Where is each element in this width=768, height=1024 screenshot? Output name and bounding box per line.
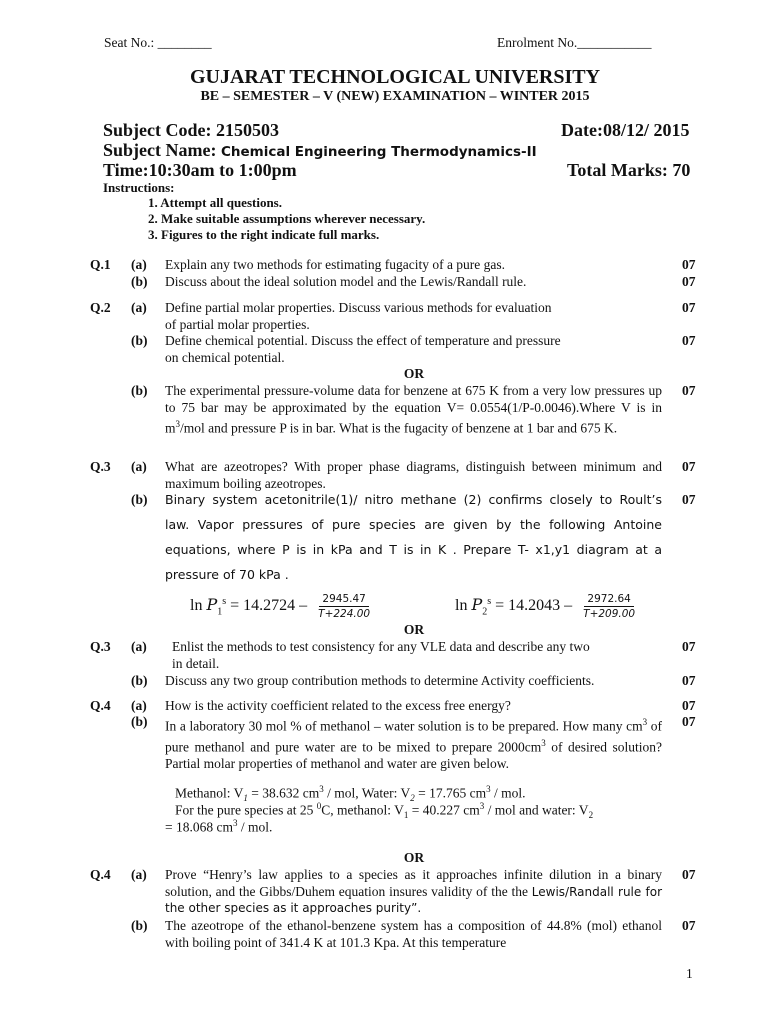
part-label: (b) bbox=[131, 333, 148, 348]
text-line: equations, where P is in kPa and T is in K . Prepare T- x1,y1 diagram at a bbox=[165, 542, 662, 557]
exam-date: Date:08/12/ 2015 bbox=[561, 120, 690, 140]
subscript: 2 bbox=[588, 810, 594, 821]
question-text: Explain any two methods for estimating fugacity of a pure gas. bbox=[165, 257, 506, 272]
question-text: Discuss about the ideal solution model and the Lewis/Randall rule. bbox=[165, 274, 527, 289]
subscript: 1 bbox=[403, 810, 409, 821]
or-separator: OR bbox=[403, 366, 425, 381]
eq-rhs: = 14.2043 – bbox=[491, 597, 573, 615]
question-text: Discuss any two group contribution methods to determine Activity coefficients. bbox=[165, 673, 595, 688]
eq-superscript: s bbox=[487, 595, 492, 607]
eq-denominator: T+209.00 bbox=[583, 608, 636, 620]
or-separator: OR bbox=[403, 850, 425, 865]
part-label: (a) bbox=[131, 867, 147, 882]
superscript: 3 bbox=[232, 818, 238, 828]
eq-ln: ln bbox=[190, 597, 207, 615]
exam-title: BE – SEMESTER – V (NEW) EXAMINATION – WINTER 2015 bbox=[200, 89, 590, 104]
text-line: in detail. bbox=[172, 655, 220, 671]
part-label: (a) bbox=[131, 300, 147, 315]
superscript: 3 bbox=[486, 784, 491, 794]
marks: 07 bbox=[682, 918, 696, 933]
question-text: How is the activity coefficient related to the excess free energy? bbox=[165, 698, 511, 713]
text-segment: of pure methanol and pure water are to be mixed to prepare 2000cm bbox=[165, 718, 662, 755]
superscript: 3 bbox=[319, 784, 324, 794]
superscript: 0 bbox=[316, 801, 322, 811]
marks: 07 bbox=[682, 673, 696, 688]
text-segment: /mol and pressure P is in bar. What is the fugacity of benzene at 1 bar and 675 K. bbox=[180, 420, 618, 436]
text-segment: = 17.765 cm bbox=[414, 785, 487, 801]
instruction-item: 1. Attempt all questions. bbox=[148, 195, 282, 210]
eq-rhs: = 14.2724 – bbox=[226, 597, 308, 615]
question-text bbox=[165, 867, 662, 917]
eq-fraction bbox=[580, 593, 638, 620]
subscript: 2 bbox=[410, 793, 415, 804]
eq-symbol: P bbox=[206, 595, 218, 615]
part-label: (a) bbox=[131, 459, 147, 474]
question-text bbox=[165, 383, 662, 437]
or-separator: OR bbox=[403, 622, 425, 637]
instructions-label: Instructions: bbox=[103, 180, 175, 195]
marks: 07 bbox=[682, 714, 696, 729]
eq-subscript: 2 bbox=[482, 606, 488, 618]
text-line: Define partial molar properties. Discuss various methods for evaluation bbox=[165, 300, 552, 315]
text-line: on chemical potential. bbox=[165, 349, 285, 365]
question-number: Q.1 bbox=[90, 257, 111, 272]
superscript: 3 bbox=[642, 717, 648, 727]
text-segment: Methanol: V bbox=[175, 785, 244, 801]
question-text: The azeotrope of the ethanol-benzene system has a composition of 44.8% (mol) ethanol with boiling point of 341.4 K at 101.3 Kpa. At this temperature bbox=[165, 918, 662, 950]
antoine-equation-1 bbox=[190, 593, 373, 620]
question-number: Q.2 bbox=[90, 300, 111, 315]
text-segment: C, methanol: V bbox=[321, 802, 404, 818]
part-label: (b) bbox=[131, 492, 148, 507]
eq-subscript: 1 bbox=[217, 606, 223, 618]
text-segment: / mol. bbox=[490, 785, 526, 801]
eq-fraction bbox=[315, 593, 373, 620]
eq-ln: ln bbox=[455, 597, 472, 615]
text-segment: = 40.227 cm bbox=[408, 802, 480, 818]
subject-name-line bbox=[103, 140, 537, 161]
part-label: (b) bbox=[131, 918, 148, 933]
subject-name-label: Subject Name: bbox=[103, 140, 221, 160]
marks: 07 bbox=[682, 383, 696, 398]
text-segment: Prove “Henry’s law applies to a species as it approaches infinite dilution in a binary solution, and the Gibbs/Duhem equation insures validity of the the bbox=[165, 867, 662, 899]
part-label: (a) bbox=[131, 698, 147, 713]
subscript: 1 bbox=[243, 793, 248, 804]
text-segment: / mol and water: V bbox=[484, 802, 589, 818]
text-segment: of desired solution? Partial molar properties of methanol and water are given below. bbox=[165, 739, 662, 771]
antoine-equation-2 bbox=[455, 593, 638, 620]
eq-numerator: 2945.47 bbox=[319, 593, 368, 607]
text-line: of partial molar properties. bbox=[165, 316, 310, 332]
marks: 07 bbox=[682, 698, 696, 713]
question-text bbox=[165, 492, 662, 592]
question-number: Q.3 bbox=[90, 459, 111, 474]
instruction-item: 2. Make suitable assumptions wherever necessary. bbox=[148, 211, 426, 226]
superscript: 3 bbox=[541, 738, 546, 748]
text-segment: = 18.068 cm bbox=[165, 819, 233, 835]
exam-time: Time:10:30am to 1:00pm bbox=[103, 160, 297, 180]
pure-species-values-cont bbox=[165, 815, 272, 836]
part-label: (b) bbox=[131, 383, 148, 398]
marks: 07 bbox=[682, 333, 696, 348]
text-segment: The experimental pressure-volume data for benzene at 675 K from a very low pressures up to 75 bar may be approximated by the equation V= 0.0554(1/P-0.0046).Where V is in m bbox=[165, 383, 662, 436]
part-label: (a) bbox=[131, 639, 147, 654]
question-text bbox=[165, 714, 662, 773]
text-segment: Lewis/Randall rule for the other species as it approaches purity”. bbox=[165, 884, 662, 915]
marks: 07 bbox=[682, 257, 696, 272]
question-text bbox=[165, 333, 662, 366]
part-label: (b) bbox=[131, 673, 148, 688]
question-number: Q.3 bbox=[90, 639, 111, 654]
text-line: Enlist the methods to test consistency for any VLE data and describe any two bbox=[172, 639, 590, 654]
seat-number-field: Seat No.: ________ bbox=[104, 35, 212, 50]
marks: 07 bbox=[682, 492, 696, 507]
marks: 07 bbox=[682, 867, 696, 882]
instructions-list bbox=[148, 195, 425, 243]
eq-superscript: s bbox=[222, 595, 227, 607]
text-line: Binary system acetonitrile(1)/ nitro methane (2) confirms closely to Roult’s bbox=[165, 492, 662, 507]
total-marks: Total Marks: 70 bbox=[567, 160, 691, 180]
text-segment: For the pure species at 25 bbox=[175, 802, 317, 818]
eq-numerator: 2972.64 bbox=[584, 593, 633, 607]
eq-symbol: P bbox=[471, 595, 483, 615]
question-text bbox=[172, 639, 662, 672]
marks: 07 bbox=[682, 639, 696, 654]
superscript: 3 bbox=[175, 419, 181, 429]
text-line: pressure of 70 kPa . bbox=[165, 567, 289, 582]
superscript: 3 bbox=[479, 801, 485, 811]
eq-denominator: T+224.00 bbox=[318, 608, 371, 620]
marks: 07 bbox=[682, 274, 696, 289]
text-line: Define chemical potential. Discuss the effect of temperature and pressure bbox=[165, 333, 561, 348]
marks: 07 bbox=[682, 459, 696, 474]
question-number: Q.4 bbox=[90, 698, 111, 713]
subject-name: Chemical Engineering Thermodynamics-II bbox=[220, 144, 537, 160]
part-label: (b) bbox=[131, 274, 148, 289]
text-segment: In a laboratory 30 mol % of methanol – water solution is to be prepared. How many cm bbox=[165, 718, 643, 734]
subject-code: Subject Code: 2150503 bbox=[103, 120, 279, 140]
page-number: 1 bbox=[686, 966, 693, 981]
text-segment: / mol. bbox=[237, 819, 273, 835]
instruction-item: 3. Figures to the right indicate full marks. bbox=[148, 227, 380, 242]
question-text: What are azeotropes? With proper phase diagrams, distinguish between minimum and maximum boiling azeotropes. bbox=[165, 459, 662, 491]
marks: 07 bbox=[682, 300, 696, 315]
part-label: (a) bbox=[131, 257, 147, 272]
text-segment: = 38.632 cm bbox=[247, 785, 320, 801]
university-title: GUJARAT TECHNOLOGICAL UNIVERSITY bbox=[189, 66, 601, 88]
text-line: law. Vapor pressures of pure species are given by the following Antoine bbox=[165, 517, 662, 532]
text-segment: / mol, Water: V bbox=[323, 785, 411, 801]
question-text bbox=[165, 300, 662, 333]
part-label: (b) bbox=[131, 714, 148, 729]
enrolment-number-field: Enrolment No.___________ bbox=[497, 35, 652, 50]
question-number: Q.4 bbox=[90, 867, 111, 882]
